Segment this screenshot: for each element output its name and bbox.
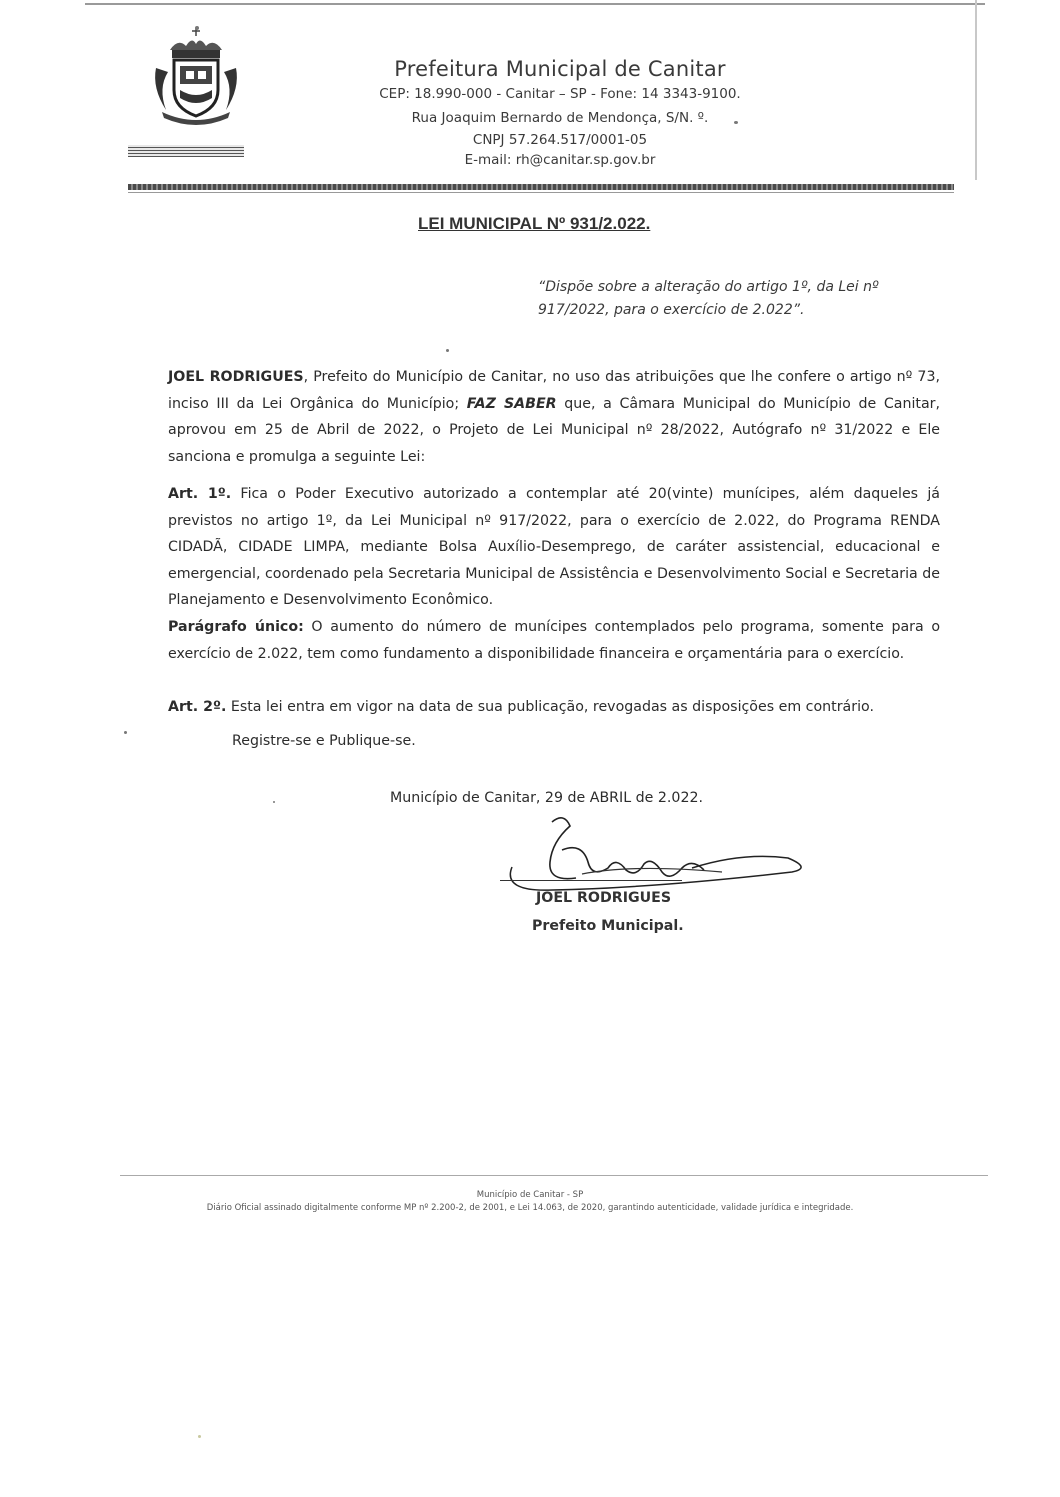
signatory-role: Prefeito Municipal.	[532, 918, 684, 934]
footer-municipality: Município de Canitar - SP	[476, 1190, 584, 1200]
issuer-email: E-mail: rh@canitar.sp.gov.br	[464, 152, 656, 168]
law-ementa: “Dispõe sobre a alteração do artigo 1º, da Lei nº 917/2022, para o exercício de 2.022”.	[538, 279, 879, 318]
footer-digital-signature-note: Diário Oficial assinado digitalmente conforme MP nº 2.200-2, de 2001, e Lei 14.063, de 2020, garantindo autenticidade, validade jurídica e integridade.	[206, 1203, 854, 1213]
issuer-address: Rua Joaquim Bernardo de Mendonça, S/N. º.	[411, 110, 709, 126]
faz-saber-emphasis: FAZ SABER	[466, 395, 557, 412]
scan-edge	[85, 3, 985, 5]
scan-speck	[195, 26, 199, 30]
article-2-text: Esta lei entra em vigor na data de sua publicação, revogadas as disposições em contrário.	[226, 699, 874, 715]
header-divider-thin	[128, 192, 954, 193]
issuer-cnpj: CNPJ 57.264.517/0001-05	[472, 132, 648, 148]
issuer-contact: CEP: 18.990-000 - Canitar – SP - Fone: 14 3343-9100.	[379, 86, 741, 102]
article-1	[168, 481, 940, 614]
scan-edge	[975, 0, 977, 180]
closing-formula: Registre-se e Publique-se.	[232, 733, 416, 749]
preamble-text-continued: que, a Câmara Municipal do Município de Canitar, aprovou em 25 de Abril de 2022, o Projeto de Lei Municipal nº 28/2022, Autógrafo nº 31/2022 e Ele sanciona e promulga a seguinte Lei:	[168, 395, 940, 465]
signatory-name: JOEL RODRIGUES	[536, 890, 672, 906]
crest-banner	[128, 145, 244, 157]
sole-paragraph	[168, 614, 940, 667]
article-2	[168, 694, 940, 721]
scan-speck	[734, 121, 738, 124]
scan-speck	[124, 731, 127, 734]
mayor-name: JOEL RODRIGUES	[168, 369, 304, 385]
article-2-label: Art. 2º.	[168, 699, 227, 715]
scan-speck	[198, 1435, 201, 1438]
municipal-coat-of-arms-icon	[148, 28, 244, 126]
sole-paragraph-label: Parágrafo único:	[168, 619, 304, 635]
preamble-text: , Prefeito do Município de Canitar, no uso das atribuições que lhe confere o artigo nº 73, inciso III da Lei Orgânica do Município;	[168, 369, 940, 412]
law-title: LEI MUNICIPAL Nº 931/2.022.	[418, 214, 651, 233]
article-1-text: Fica o Poder Executivo autorizado a contemplar até 20(vinte) munícipes, além daqueles já previstos no artigo 1º, da Lei Municipal nº 917/2022, para o exercício de 2.022, do Programa RENDA CIDADÃ, CIDADE LIMPA, mediante Bolsa Auxílio-Desemprego, de caráter assistencial, educacional e emergencial, coordenado pela Secretaria Municipal de Assistência e Desenvolvimento Social e Secretaria de Planejamento e Desenvolvimento Econômico.	[168, 486, 940, 608]
scan-speck	[446, 349, 449, 352]
date-line: Município de Canitar, 29 de ABRIL de 2.022.	[390, 790, 704, 806]
footer-divider	[120, 1175, 988, 1176]
article-1-label: Art. 1º.	[168, 486, 232, 502]
signature-line	[500, 880, 682, 881]
header-divider	[128, 184, 954, 190]
scan-speck	[273, 801, 275, 803]
sole-paragraph-text: O aumento do número de munícipes contemplados pelo programa, somente para o exercício de 2.022, tem como fundamento a disponibilidade financeira e orçamentária para o exercício.	[168, 619, 940, 662]
issuer-name: Prefeitura Municipal de Canitar	[394, 57, 726, 81]
preamble-paragraph	[168, 364, 940, 470]
